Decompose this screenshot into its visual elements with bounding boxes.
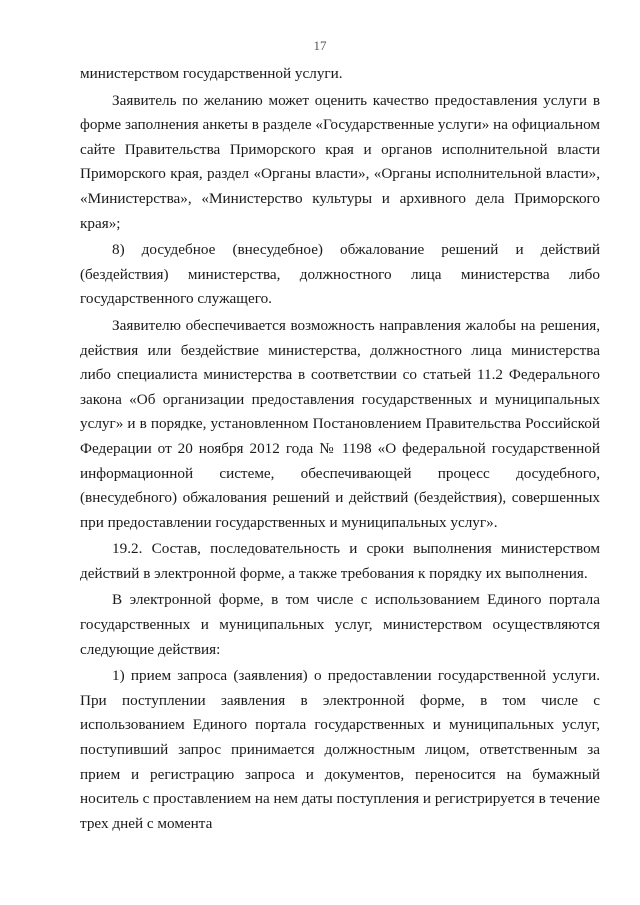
paragraph-item-1: 1) прием запроса (заявления) о предоставлении государственной услуги. При поступлении заявления в электронной форме, в том числе с использованием Единого портала государственных и муниципальных услуг, поступивший запрос принимается должностным лицом, ответственным за прием и регистрацию запроса и документов, переносится на бумажный носитель с проставлением на нем даты поступления и регистрируется в течение трех дней с момента: [80, 667, 601, 832]
paragraph-electronic-actions: В электронной форме, в том числе с использованием Единого портала государственных и муниципальных услуг, министерством осуществляются следующие действия:: [80, 591, 600, 658]
body-text: [80, 62, 600, 838]
paragraph-item-8: 8) досудебное (внесудебное) обжалование решений и действий (бездействия) министерства, должностного лица министерства либо государственного служащего.: [80, 241, 600, 308]
paragraph-section-19-2: 19.2. Состав, последовательность и сроки выполнения министерством действий в электронной форме, а также требования к порядку их выполнения.: [80, 540, 600, 582]
page-number: 17: [313, 38, 327, 53]
paragraph-complaint: Заявителю обеспечивается возможность направления жалобы на решения, действия или бездействие министерства, должностного лица министерства либо специалиста министерства в соответствии со статьей 11.2 Федерального закона «Об организации предоставления государственных и муниципальных услуг» и в порядке, установленном Постановлением Правительства Российской Федерации от 20 ноября 2012 года № 1198 «О федеральной государственной информационной системе, обеспечивающей процесс досудебного, (внесудебного) обжалования решений и действий (бездействия), совершенных при предоставлении государственных и муниципальных услуг».: [80, 316, 600, 531]
paragraph-continuation: министерством государственной услуги.: [80, 65, 343, 82]
paragraph-evaluation: Заявитель по желанию может оценить качество предоставления услуги в форме заполнения анкеты в разделе «Государственные услуги» на официальном сайте Правительства Приморского края и органов исполнительной власти Приморского края, раздел «Органы власти», «Органы исполнительной власти», «Министерства», «Министерство культуры и архивного дела Приморского края»;: [80, 91, 600, 232]
